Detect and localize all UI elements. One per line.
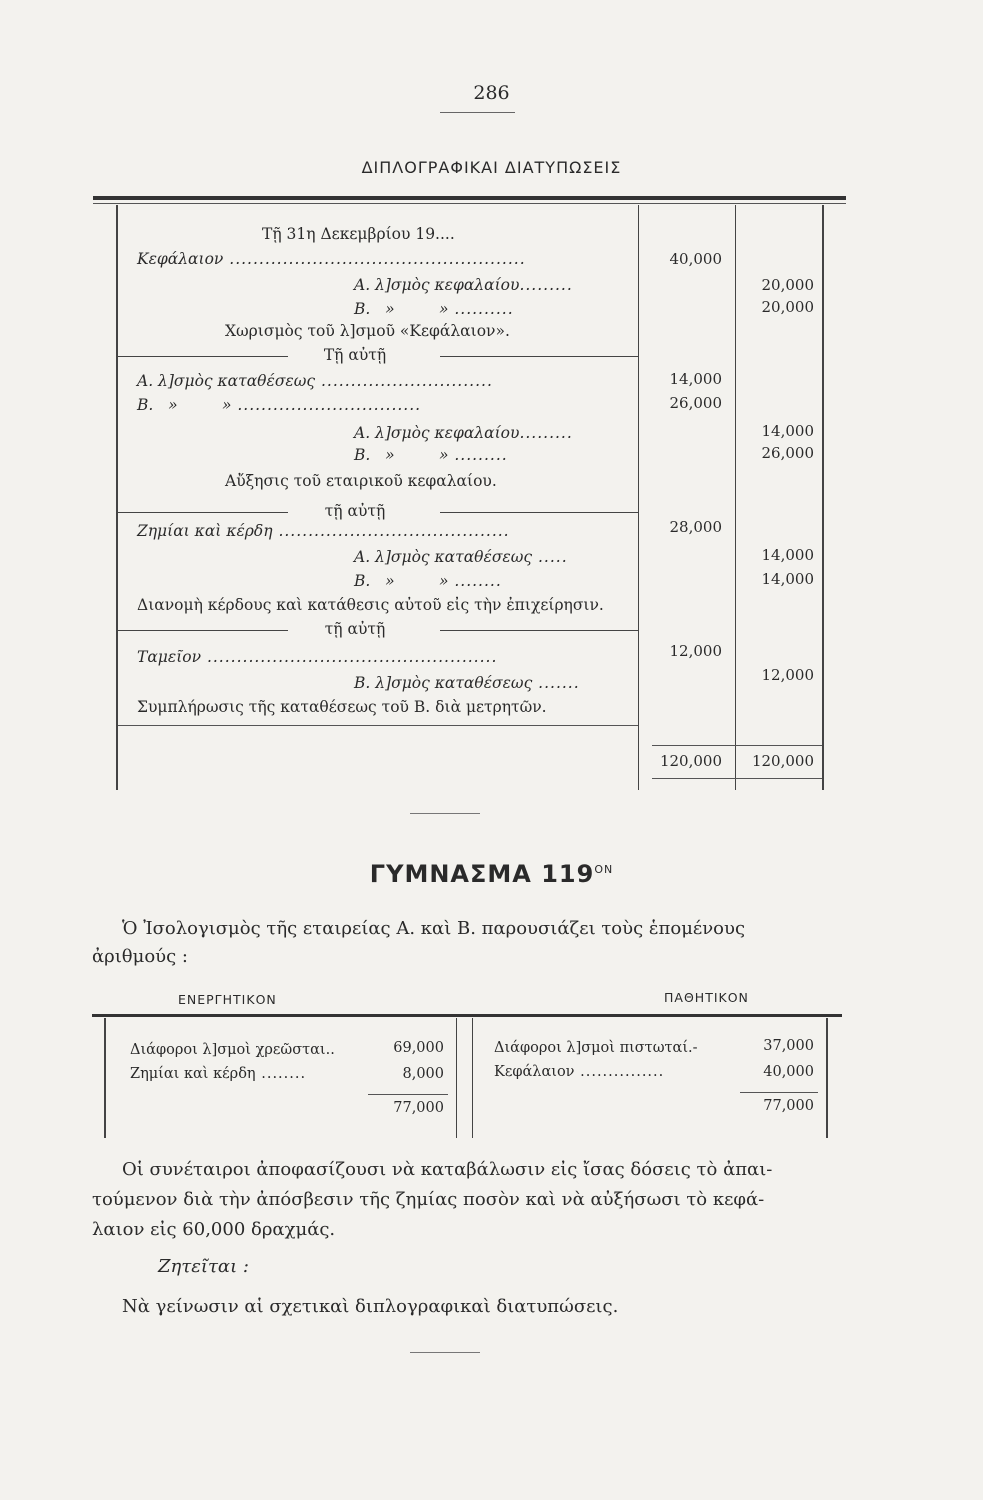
- sep2-text: τῇ αὐτῇ: [324, 502, 386, 520]
- journal-close-rule: [118, 725, 638, 726]
- e1-credit1-label: Α. λ]σμὸς κεφαλαίου.........: [354, 276, 573, 294]
- assets-heading: ΕΝΕΡΓΗΤΙΚΟΝ: [178, 992, 277, 1007]
- balance-top-rule: [92, 1014, 842, 1017]
- assets-total: 77,000: [393, 1100, 444, 1116]
- balance-left-amount-divider: [456, 1018, 457, 1138]
- e2-debit2-amount: 26,000: [669, 394, 722, 412]
- e2-narration: Αὔξησις τοῦ εταιρικοῦ κεφαλαίου.: [225, 472, 497, 490]
- e1-narration: Χωρισμὸς τοῦ λ]σμοῦ «Κεφάλαιον».: [225, 322, 510, 340]
- e4-narration: Συμπλήρωσις τῆς καταθέσεως τοῦ Β. διὰ μετρητῶν.: [137, 698, 547, 716]
- end-divider: [410, 1352, 480, 1353]
- balance-right-border: [826, 1018, 828, 1138]
- journal-right-border: [822, 205, 824, 790]
- journal-top-rule-thin: [93, 203, 846, 204]
- liabilities-total-rule: [740, 1092, 818, 1093]
- liabilities-total: 77,000: [763, 1098, 814, 1114]
- e2-debit1-amount: 14,000: [669, 370, 722, 388]
- required-label: Ζητεῖται :: [158, 1256, 249, 1277]
- intro-line-1: Ὁ Ἰσολογισμὸς τῆς εταιρείας Α. καὶ Β. παρουσιάζει τοὺς ἑπομένους: [122, 918, 746, 939]
- asset-row-2-amount: 8,000: [402, 1066, 444, 1082]
- required-text: Νὰ γείνωσιν αἱ σχετικαὶ διπλογραφικαὶ διατυπώσεις.: [122, 1296, 619, 1317]
- sep1-text: Τῇ αὐτῇ: [323, 346, 387, 364]
- asset-row-1-label: Διάφοροι λ]σμοὶ χρεῶσται..: [130, 1042, 335, 1058]
- liability-row-1-amount: 37,000: [763, 1038, 814, 1054]
- e3-credit1-amount: 14,000: [761, 546, 814, 564]
- liabilities-heading: ΠΑΘΗΤΙΚΟΝ: [664, 990, 749, 1005]
- e2-credit2-amount: 26,000: [761, 444, 814, 462]
- e2-debit2-label: Β. » » ...............................: [137, 396, 422, 414]
- e2-credit2-label: Β. » » .........: [354, 446, 508, 464]
- e1-debit-amount: 40,000: [669, 250, 722, 268]
- totals-rule: [652, 745, 822, 746]
- sep3-left-line: [118, 630, 288, 631]
- section-divider: [410, 813, 480, 814]
- e1-credit2-label: Β. » » ..........: [354, 300, 514, 318]
- sep1-left-line: [118, 356, 288, 357]
- e3-credit2-label: Β. » » ........: [354, 572, 502, 590]
- exercise-title: ΓΥΜΝΑΣΜΑ $119^{ON}$: [369, 860, 614, 888]
- e2-credit1-label: Α. λ]σμὸς κεφαλαίου.........: [354, 424, 573, 442]
- e1-debit-label: Κεφάλαιον ..................................................: [137, 250, 526, 268]
- e3-debit-amount: 28,000: [669, 518, 722, 536]
- e4-debit-label: Ταμεῖον .................................................: [137, 648, 498, 666]
- journal-left-border: [116, 205, 118, 790]
- e1-credit1-amount: 20,000: [761, 276, 814, 294]
- sep1-right-line: [440, 356, 638, 357]
- sep3-text: τῇ αὐτῇ: [324, 620, 386, 638]
- e2-credit1-amount: 14,000: [761, 422, 814, 440]
- e3-credit1-label: Α. λ]σμὸς καταθέσεως .....: [354, 548, 568, 566]
- body-line-3: λαιον εἰς 60,000 δραχμάς.: [92, 1219, 336, 1240]
- total-credit: 120,000: [751, 752, 814, 770]
- body-line-2: τούμενον διὰ τὴν ἀπόσβεσιν τῆς ζημίας ποσὸν καὶ νὰ αὐξήσωσι τὸ κεφά-: [92, 1189, 765, 1210]
- e3-credit2-amount: 14,000: [761, 570, 814, 588]
- journal-col-divider-1: [638, 205, 639, 790]
- total-debit: 120,000: [659, 752, 722, 770]
- running-header: ΔΙΠΛΟΓΡΑΦΙΚΑΙ ΔΙΑΤΥΠΩΣΕΙΣ: [361, 158, 622, 177]
- journal-col-divider-2: [735, 205, 736, 790]
- assets-total-rule: [368, 1094, 448, 1095]
- e4-debit-amount: 12,000: [669, 642, 722, 660]
- e2-debit1-label: Α. λ]σμὸς καταθέσεως .............................: [137, 372, 493, 390]
- e3-narration: Διανομὴ κέρδους καὶ κατάθεσις αὐτοῦ εἰς τὴν ἐπιχείρησιν.: [137, 596, 604, 614]
- liability-row-1-label: Διάφοροι λ]σμοὶ πιστωταί.-: [494, 1040, 698, 1056]
- body-line-1: Οἱ συνέταιροι ἀποφασίζουσι νὰ καταβάλωσιν εἰς ἴσας δόσεις τὸ ἀπαι-: [122, 1159, 773, 1180]
- e1-credit2-amount: 20,000: [761, 298, 814, 316]
- e4-credit-label: Β. λ]σμὸς καταθέσεως .......: [354, 674, 580, 692]
- sep3-right-line: [440, 630, 638, 631]
- page-number: 286: [473, 82, 510, 104]
- e3-debit-label: Ζημίαι καὶ κέρδη .......................................: [137, 522, 510, 540]
- totals-under-rule: [652, 778, 822, 779]
- e4-credit-amount: 12,000: [761, 666, 814, 684]
- page-number-rule: [440, 112, 515, 113]
- journal-date-line: Τῇ 31η Δεκεμβρίου 19....: [262, 225, 455, 243]
- liability-row-2-amount: 40,000: [763, 1064, 814, 1080]
- journal-top-rule: [93, 196, 846, 200]
- intro-line-2: ἀριθμούς :: [92, 946, 188, 967]
- balance-left-border: [104, 1018, 106, 1138]
- liability-row-2-label: Κεφάλαιον ...............: [494, 1064, 665, 1080]
- asset-row-1-amount: 69,000: [393, 1040, 444, 1056]
- sep2-right-line: [440, 512, 638, 513]
- sep2-left-line: [118, 512, 288, 513]
- asset-row-2-label: Ζημίαι καὶ κέρδη ........: [130, 1066, 307, 1082]
- balance-center-divider: [472, 1018, 473, 1138]
